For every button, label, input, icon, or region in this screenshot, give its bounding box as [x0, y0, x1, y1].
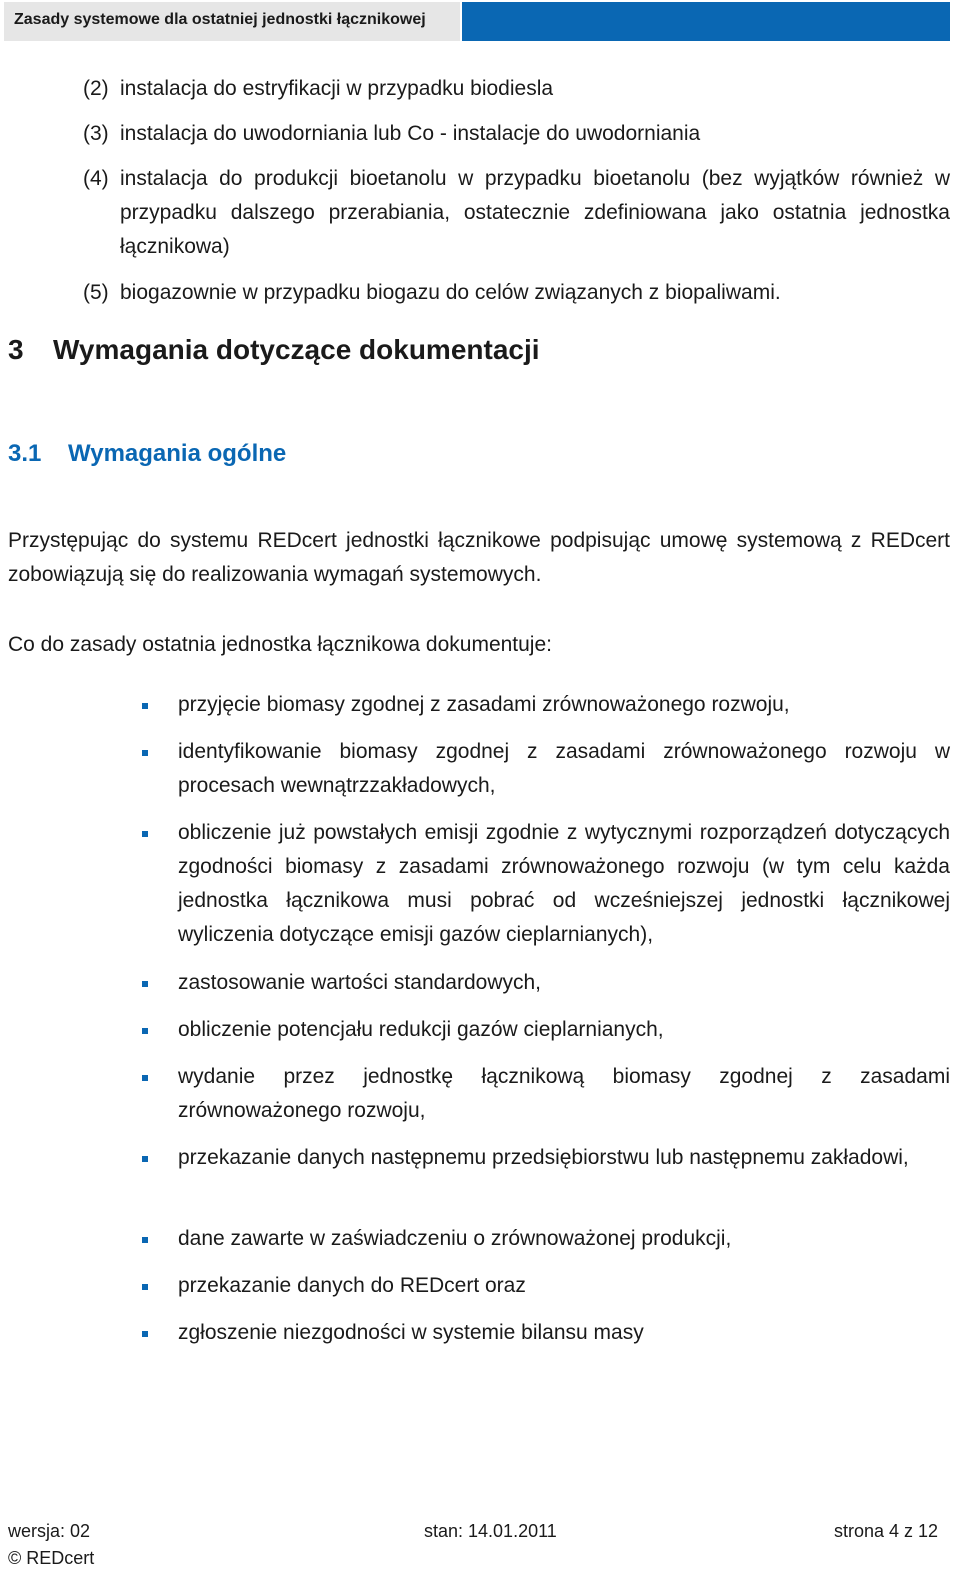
header-accent-bar — [462, 2, 950, 41]
list-item-text: wydanie przez jednostkę łącznikową biomasy zgodnej z zasadami zrównoważonego rozwoju, — [178, 1065, 950, 1122]
list-item — [138, 1013, 950, 1047]
enum-item — [83, 162, 950, 264]
list-item — [138, 1222, 950, 1256]
list-item-text: przyjęcie biomasy zgodnej z zasadami zrównoważonego rozwoju, — [178, 693, 790, 716]
header-title-box — [4, 2, 460, 41]
enum-text: instalacja do uwodorniania lub Co - instalacje do uwodorniania — [120, 122, 701, 145]
footer-page-number: strona 4 z 12 — [834, 1521, 939, 1541]
section-title: Wymagania dotyczące dokumentacji — [53, 334, 540, 365]
enum-item — [83, 117, 950, 151]
bullet-icon — [142, 1156, 148, 1162]
bullet-icon — [142, 1237, 148, 1243]
list-item-text: identyfikowanie biomasy zgodnej z zasadami zrównoważonego rozwoju w procesach wewnątrzzakładowych, — [178, 740, 950, 797]
list-item — [138, 1269, 950, 1303]
enum-number: (4) — [83, 167, 109, 190]
bullet-icon — [142, 1284, 148, 1290]
enum-number: (2) — [83, 77, 109, 100]
list-item — [138, 735, 950, 803]
enum-number: (5) — [83, 281, 109, 304]
enum-text: instalacja do estryfikacji w przypadku biodiesla — [120, 77, 554, 100]
header-title: Zasady systemowe dla ostatniej jednostki łącznikowej — [14, 11, 426, 28]
bullet-icon — [142, 703, 148, 709]
enum-number: (3) — [83, 122, 109, 145]
list-item-text: zastosowanie wartości standardowych, — [178, 971, 542, 994]
subsection-heading — [8, 440, 286, 468]
section-number: 3 — [8, 334, 24, 365]
subsection-title: Wymagania ogólne — [68, 440, 287, 467]
section-heading — [8, 334, 540, 366]
footer-copyright: © REDcert — [8, 1548, 95, 1568]
bullet-icon — [142, 1075, 148, 1081]
enum-item — [83, 72, 950, 106]
bullet-icon — [142, 1331, 148, 1337]
body-paragraph: Co do zasady ostatnia jednostka łącznikowa dokumentuje: — [8, 633, 552, 656]
list-item-text: przekazanie danych do REDcert oraz — [178, 1274, 526, 1297]
footer-version: wersja: 02 — [8, 1521, 91, 1541]
enum-item — [83, 276, 950, 310]
list-item-text: obliczenie potencjału redukcji gazów cieplarnianych, — [178, 1018, 664, 1041]
footer-date: stan: 14.01.2011 — [424, 1521, 557, 1541]
enum-text: instalacja do produkcji bioetanolu w przypadku bioetanolu (bez wyjątków również w przypadku dalszego przerabiania, ostatecznie zdefiniowana jako ostatnia jednostka łącznikowa) — [120, 167, 950, 258]
bullet-icon — [142, 750, 148, 756]
subsection-number: 3.1 — [8, 440, 42, 467]
list-item-text: przekazanie danych następnemu przedsiębiorstwu lub następnemu zakładowi, — [178, 1146, 909, 1169]
list-item — [138, 1316, 950, 1350]
bullet-icon — [142, 831, 148, 837]
list-item — [138, 1141, 950, 1175]
page-header — [4, 2, 950, 41]
bullet-icon — [142, 1028, 148, 1034]
list-item-text: obliczenie już powstałych emisji zgodnie z wytycznymi rozporządzeń dotyczących zgodności biomasy z zasadami zrównoważonego rozwoju (w tym celu każda jednostka łącznikowa musi pobrać od wcześniejszej jednostki łącznikowej wyliczenia dotyczące emisji gazów cieplarnianych), — [178, 821, 950, 946]
list-item — [138, 816, 950, 952]
list-item — [138, 688, 950, 722]
list-item-text: dane zawarte w zaświadczeniu o zrównoważonej produkcji, — [178, 1227, 732, 1250]
body-paragraph: Przystępując do systemu REDcert jednostki łącznikowe podpisując umowę systemową z REDcert zobowiązują się do realizowania wymagań systemowych. — [8, 529, 950, 586]
list-item-text: zgłoszenie niezgodności w systemie bilansu masy — [178, 1321, 644, 1344]
bullet-icon — [142, 981, 148, 987]
list-item — [138, 966, 950, 1000]
enum-text: biogazownie w przypadku biogazu do celów związanych z biopaliwami. — [120, 281, 781, 304]
list-item — [138, 1060, 950, 1128]
